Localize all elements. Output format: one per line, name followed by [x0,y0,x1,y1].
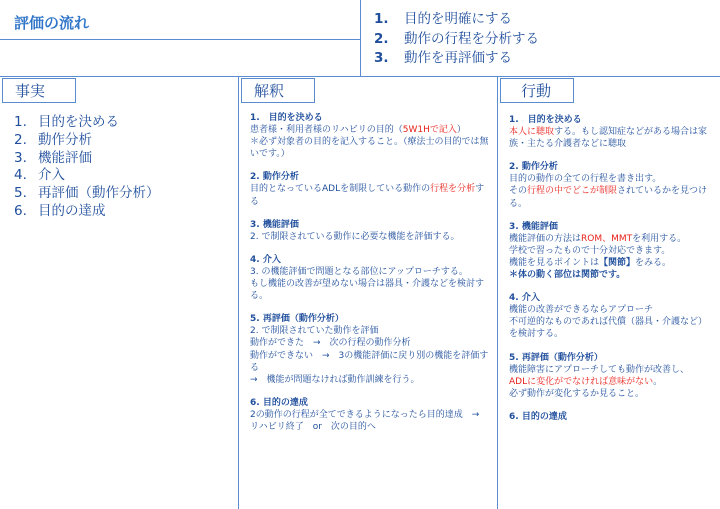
step-item: 3. 動作を再評価する [374,50,512,66]
header-divider [360,0,361,76]
fact-item: 1. 目的を決める [14,114,119,130]
action-section-5: 5. 再評価（動作分析） 機能障害にアプローチしても動作が改善し、 ADLに変化がでなければ意味がない。 必ず動作が変化するか見ること。 [509,352,690,399]
action-section-3: 3. 機能評価 機能評価の方法はROM、MMTを利用する。 学校で習ったもので十分対応できます。 機能を見るポイントは【関節】をみる。 ＊体の動く部位は関節です。 [509,221,687,281]
page-title: 評価の流れ [14,14,90,32]
fact-item: 5. 再評価（動作分析） [14,185,160,202]
column-divider-2 [497,76,498,509]
action-section-1: 1. 目的を決める 本人に聴取する。もし認知症などがある場合は家族・主たる介護者などに聴取 [509,115,708,150]
process-steps [374,10,539,69]
interp-section-6: 6. 目的の達成 2の動作の行程が全てできるようになったら目的達成 → リハビリ終了 or 次の目的へ [250,397,489,432]
interp-section-5: 5. 再評価（動作分析） 2. で制限されていた動作を評価 動作ができた → 次の行程の動作分析 動作ができない → 3の機能評価に戻り別の機能を評価する → 機能が問題なければ動作訓練を行う。 [250,314,489,385]
interp-section-1: 1. 目的を決める 患者様・利用者様のリハビリの目的（5W1Hで記入） ＊必ず対象者の目的を記入すること。（療法士の目的では無いです。） [250,113,489,160]
interpretation-header: 解釈 [241,78,315,103]
interpretation-column [250,112,490,444]
interp-section-4: 4. 介入 3. の機能評価で問題となる部位にアップローチする。 もし機能の改善が望めない場合は器具・介護などを検討する。 [250,254,485,302]
action-header: 行動 [500,78,574,103]
action-section-4: 4. 介入 機能の改善ができるならアプローチ 不可逆的なものであれば代償（器具・介護など）を検討する。 [509,293,708,340]
header-bottom-line [0,76,720,77]
interp-section-2: 2. 動作分析 目的となっているADLを制限している動作の行程を分析する [250,172,485,207]
action-section-2: 2. 動作分析 目的の動作の全ての行程を書き出す。 その行程の中でどこが制限されているかを見つける。 [509,162,708,209]
fact-item: 4. 介入 [14,167,65,184]
action-section-6: 6. 目的の達成 [509,411,567,422]
title-underline [0,39,360,40]
fact-item: 6. 目的の達成 [14,202,106,219]
column-divider-1 [238,76,239,509]
step-item: 2. 動作の行程を分析する [374,30,539,47]
fact-item: 2. 動作分析 [14,131,92,148]
step-item: 1. 目的を明確にする [374,11,512,27]
facts-header: 事実 [2,78,76,103]
facts-list [14,114,160,221]
fact-item: 3. 機能評価 [14,149,92,166]
interp-section-3: 3. 機能評価 2. で制限されている動作に必要な機能を評価する。 [250,219,460,242]
action-column [509,114,713,434]
